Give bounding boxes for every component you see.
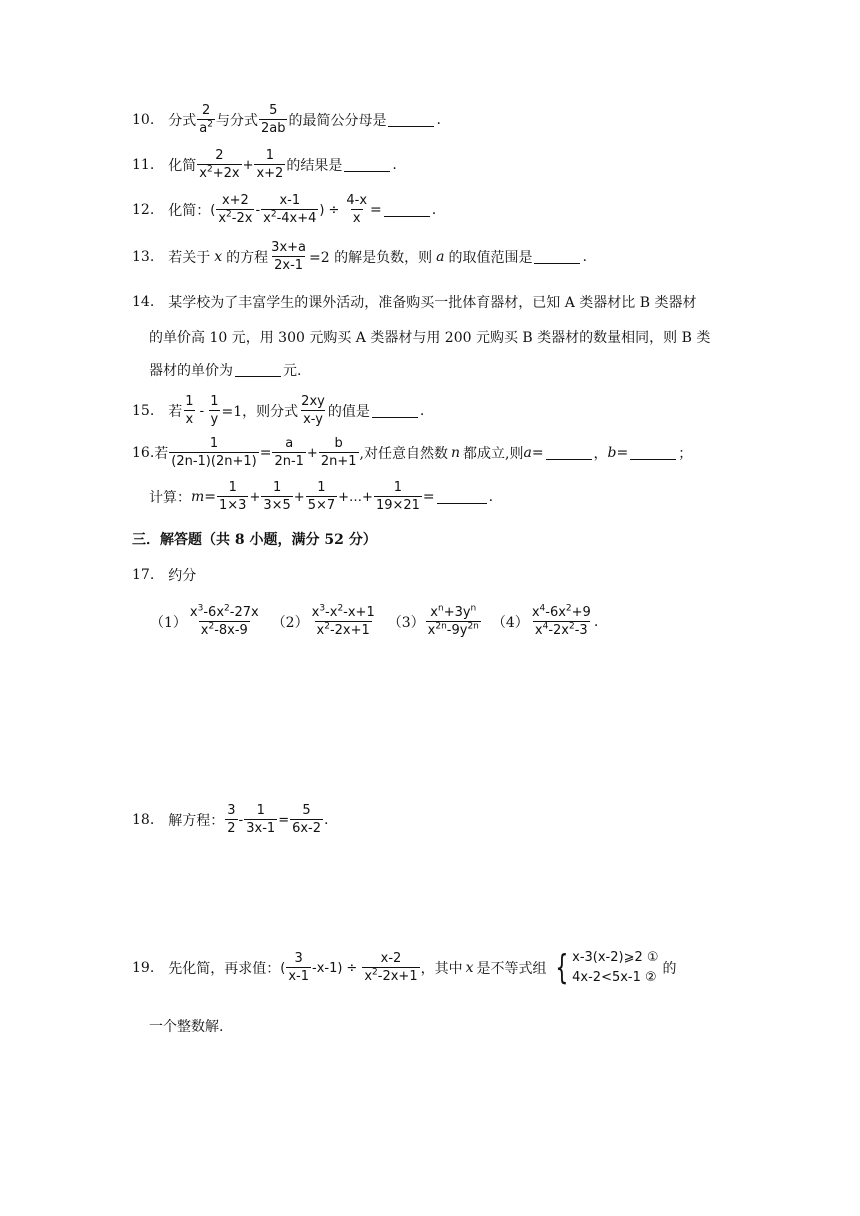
question-14: 14. 某学校为了丰富学生的课外活动，准备购买一批体育器材，已知 A 类器材比 B 类器材 (132, 294, 697, 311)
fraction: $\frac{3x+a}{2x-1}$ (271, 240, 306, 273)
fraction: $x^3-x^2-x+1$ $x^2-2x+1$ (311, 603, 375, 638)
section-title: 三．解答题（共 8 小题，满分 52 分） (132, 532, 377, 548)
answer-blank-b (630, 447, 676, 460)
q10-number: 10. (132, 112, 155, 128)
question-19-line2: 一个整数解. (149, 1019, 224, 1035)
question-15: 15. 若 1 x - $\frac{1}{y}$ =1，则分式 2xy x-y 的值是 . (132, 394, 425, 427)
answer-blank-a (546, 447, 592, 460)
question-19: 19. 先化简，再求值： ( 3 x-1 -x-1) ÷ $\frac{x-2}{x^2-2x+1}$ ，其中 x 是不等式组 { x-3(x-2)⩾2 ① 4x-2<5x-1 ② 的 (132, 948, 677, 988)
question-14-line2: 的单价高 10 元，用 300 元购买 A 类器材与用 200 元购买 B 类器材的数量相同，则 B 类 (149, 330, 711, 346)
answer-blank (372, 405, 418, 418)
question-17: 17. 约分 (132, 567, 197, 584)
fraction: $\frac{4-x}{x}$ (346, 193, 368, 226)
question-16-calc: 计算： m = $\frac{1}{1\times 3}$ + $\frac{1}{3\times 5}$ + $\frac{1}{5\times 7}$ +…+ $\frac{1}{19\times 21}$ = . (149, 480, 494, 513)
answer-blank (388, 114, 434, 127)
fraction: 1 x (185, 394, 194, 427)
question-11: 11. 化简 2 $x^2+2x$ + $\frac{1}{x+2}$ 的结果是 . (132, 148, 397, 181)
fraction: 3 2 (227, 803, 236, 836)
question-14-line3: 器材的单价为 元. (149, 363, 302, 379)
fraction: $\frac{1}{x+2}$ (256, 148, 284, 181)
fraction: 2 $x^2+2x$ (199, 148, 240, 181)
answer-blank (384, 204, 430, 217)
fraction: 5 2ab (260, 103, 286, 136)
fraction: $\frac{1}{19\times 21}$ (375, 480, 420, 513)
fraction: 2 $a^2$ (199, 103, 213, 136)
fraction: $x^3-6x^2-27x$ $x^2-8x-9$ (189, 603, 259, 638)
fraction: $\frac{b}{2n+1}$ (320, 436, 357, 469)
question-10: 10. 分式 2 $a^2$ 与分式 5 2ab 的最简公分母是 . (132, 103, 441, 136)
question-12: 12. 化简： ( x+2 $x^2-2x$ - x-1 $x^2-4x+4$ ) ÷ $\frac{4-x}{x}$ = . (132, 193, 437, 226)
fraction: 3 x-1 (288, 951, 309, 984)
question-18: 18. 解方程： 3 2 - $\frac{1}{3x-1}$ = $\frac{5}{6x-2}$ . (132, 803, 329, 836)
fraction: $\frac{1}{1\times 3}$ (219, 480, 247, 513)
fraction: $\frac{1}{5\times 7}$ (307, 480, 336, 513)
fraction: x+2 $x^2-2x$ (218, 193, 253, 226)
fraction: $\frac{1}{3x-1}$ (246, 803, 276, 836)
fraction: $\frac{a}{2n-1}$ (274, 436, 304, 469)
fraction: $\frac{1}{y}$ (210, 394, 219, 427)
fraction: $\frac{1}{3\times 5}$ (263, 480, 291, 513)
fraction: $x^4-6x^2+9$ $x^4-2x^2-3$ (531, 603, 591, 638)
question-17-parts: （1） $x^3-6x^2-27x$ $x^2-8x-9$ （2） $x^3-x^2-x+1$ $x^2-2x+1$ （3） $x^n+3y^n$ $x^{2n}-9y^{2n}$ （4） $x^4-6x^2+9$ $x^4-2x^2-3$ . (150, 603, 599, 638)
answer-blank (344, 159, 390, 172)
answer-blank (534, 251, 580, 264)
fraction: $\frac{5}{6x-2}$ (292, 803, 322, 836)
answer-blank (235, 364, 281, 377)
question-13: 13. 若关于 x 的方程 $\frac{3x+a}{2x-1}$ =2 的解是负数，则 a 的取值范围是 . (132, 240, 587, 273)
fraction: 2xy x-y (301, 394, 325, 427)
fraction: x-1 $x^2-4x+4$ (263, 193, 317, 226)
fraction: $x^n+3y^n$ $x^{2n}-9y^{2n}$ (427, 603, 479, 638)
fraction: $\frac{x-2}{x^2-2x+1}$ (364, 951, 418, 984)
inequality-system: { x-3(x-2)⩾2 ① 4x-2<5x-1 ② (554, 948, 659, 988)
fraction: $\frac{1}{(2n-1)(2n+1)}$ (171, 436, 257, 469)
question-16: 16. 若 $\frac{1}{(2n-1)(2n+1)}$ = $\frac{a}{2n-1}$ + $\frac{b}{2n+1}$ ,对任意自然数 n 都成立,则 a = ， b = ； (132, 436, 693, 469)
answer-blank (437, 491, 487, 504)
